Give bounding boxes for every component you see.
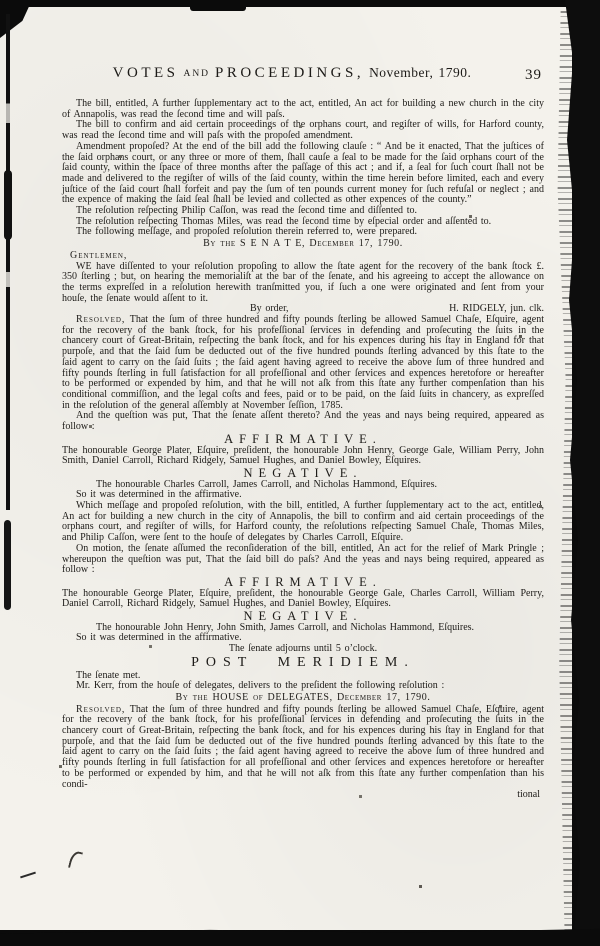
paragraph-lead-word: Resolved, xyxy=(76,703,126,715)
paragraph: The honourable George Plater, Eſquire, preſident, the honourable George Gale, Charles Carroll, William Perry, Daniel Carroll, Richard Ridgely, Samuel Hughes, and Daniel Bowley, Eſquires. xyxy=(62,587,544,610)
paragraph: Resolved, That the ſum of three hundred and fifty pounds ſterling be allowed Samuel Chaſe, Eſquire, agent for the recovery of the bank ſtock, for his profeſſional ſervices in defending and proſecuting the ſuits in the chancery court of Great-Britain, reſpecting the bank ſtock, and for his expences during his ſtay in England for that purpoſe, and that the ſaid ſum be deducted out of the five hundred pounds ſterling advanced by this ſtate to the ſaid agent to carry on the ſaid ſuits ; the ſaid agent having agreed to receive the above ſum of three hundred and fifty pounds ſterling in full ſatisfaction for all profeſſional and other ſervices and expences heretofore or hereafter to be performed or expended by him, and that he will not aſk from this ſtate any further compenſation than his conditional commiſſion, and the legal coſts and fees, paid or to be paid, on the ſaid ſuits in chancery, as expreſſed in the reſolution of the general aſſembly at November ſeſſion, 1785. xyxy=(62,314,544,411)
page-content xyxy=(62,65,544,801)
scan-border-left-streak xyxy=(6,14,10,510)
paragraph: Amendment propoſed? At the end of the bill add the following clauſe : “ And be it enacted, That the juſtices of the ſaid orphans court, or any three or more of them, ſhall cauſe a ſeal to be made for the ſaid orphans court of the ſaid county, within the ſpace of three months after the paſſage of this act ; and if, a ſeal for ſuch court ſhall not be made and delivered to the regiſter of wills of the ſaid county, within the time herein before limited, each and every juſtice of the ſaid court ſhall forfeit and pay the ſum of ten pounds current money for ſuch refuſal or neglect ; and the expence of making the ſaid ſeal ſhall be levied and collected as other expences of the county.” xyxy=(62,140,544,206)
paragraph: So it was determined in the affirmative. xyxy=(76,489,242,501)
paragraph: Mr. Kerr, from the houſe of delegates, delivers to the preſident the following reſolution : xyxy=(76,680,445,692)
paragraph: By the S E N A T E, December 17, 1790. xyxy=(203,238,403,250)
title-word-proceedings: PROCEEDINGS, xyxy=(215,65,365,81)
title-date: November, 1790. xyxy=(369,65,472,80)
scan-border-left-blob xyxy=(4,520,11,610)
scanned-page xyxy=(0,6,572,930)
paragraph: The ſenate adjourns until 5 o’clock. xyxy=(228,643,378,655)
scan-border-top xyxy=(0,0,600,7)
paragraph: The honourable George Plater, Eſquire, preſident, the honourable John Henry, George Gale, William Perry, John Smith, Daniel Carroll, Richard Ridgely, Samuel Hughes, and Daniel Bowley, Eſquires. xyxy=(62,444,544,467)
paragraph: The ſenate met. xyxy=(76,669,141,681)
paragraph: And the queſtion was put, That the ſenate aſſent thereto? And the yeas and nays being required, appeared as follow : xyxy=(62,410,544,433)
paragraph: The bill, entitled, A further ſupplementary act to the act, entitled, An act for building a new church in the city of Annapolis, was read the ſecond time and will paſs. xyxy=(62,98,544,120)
scan-border-left-blob xyxy=(4,170,12,240)
paragraph: AFFIRMATIVE. xyxy=(224,574,382,589)
page-number: 39 xyxy=(525,67,542,83)
paragraph: WE have diſſented to your reſolution propoſing to allow the ſtate agent for the recovery of the bank ſtock £. 350 ſterling ; but, on hearing the memorialiſt at the bar of the ſenate, and his agreeing to accept the allowance on the terms expreſſed in a reſolution herewith tranſmitted you, if ſuch a one were originated and ſent from your houſe, the ſenate would aſſent to it. xyxy=(62,260,544,304)
ink-smudge xyxy=(68,850,83,870)
paragraph: NEGATIVE. xyxy=(243,465,363,480)
paragraph: Which meſſage and propoſed reſolution, with the bill, entitled, A further ſupplementary act to the act, entitled, An act for building a new church in the city of Annapolis, the bill to confirm and aid certain proceedings of the orphans court, and regiſter of wills, for Harford county, the reſolutions reſpecting Samuel Chaſe, Thomas Miles, and Philip Caſſon, were ſent to the houſe of delegates by Charles Carroll, Eſquire. xyxy=(62,500,544,544)
ink-mark xyxy=(20,872,36,879)
clerk-signature: H. RIDGELY, jun. clk. xyxy=(449,303,544,315)
paragraph: By the HOUSE of DELEGATES, December 17, 1790. xyxy=(175,691,431,703)
paragraph: The following meſſage, and propoſed reſolution therein referred to, were prepared. xyxy=(76,226,418,238)
paragraph: Resolved, That the ſum of three hundred and fifty pounds ſterling be allowed Samuel Chaſe, Eſquire, agent for the recovery of the bank ſtock, for his profeſſional ſervices in defending and proſecuting the ſuits in the chancery court of Great-Britain, reſpecting the bank ſtock, and for his expences during his ſtay in England for that purpoſe, and that the ſaid ſum be deducted out of the five hundred pounds ſterling advanced by this ſtate to the ſaid agent to carry on the ſaid ſuits ; the ſaid agent having agreed to receive the above ſum of three hundred and fifty pounds ſterling in full ſatisfaction for all profeſſional and other ſervices and expences heretofore or hereafter to be performed or expended by him, and that he will not aſk from this ſtate any further compenſation than his condi- xyxy=(62,703,544,790)
paragraph: So it was determined in the affirmative. xyxy=(76,632,242,644)
paragraph: The honourable Charles Carroll, James Carroll, and Nicholas Hammond, Eſquires. xyxy=(96,478,437,490)
paragraph: AFFIRMATIVE. xyxy=(224,431,382,446)
paragraph: POST MERIDIEM. xyxy=(191,654,415,670)
paragraph: Gentlemen, xyxy=(70,249,128,261)
paragraph-lead-word: Resolved, xyxy=(76,314,126,326)
paragraph: The reſolution reſpecting Philip Caſſon, was read the ſecond time and diſſented to. xyxy=(76,205,417,217)
page-title xyxy=(100,65,484,81)
page-header xyxy=(62,65,544,90)
by-order-label: By order, xyxy=(249,303,289,315)
paragraph: tional xyxy=(517,789,540,801)
paragraph: NEGATIVE. xyxy=(243,609,363,624)
scan-border-top-blob xyxy=(190,0,246,11)
paragraph: The honourable John Henry, John Smith, James Carroll, and Nicholas Hammond, Eſquires. xyxy=(96,621,475,633)
paragraph: The reſolution reſpecting Thomas Miles, was read the ſecond time by eſpecial order and aſſented to. xyxy=(76,215,492,227)
paragraph: The bill to confirm and aid certain proceedings of the orphans court, and regiſter of wills, for Harford county, was read the ſecond time and will paſs with the propoſed amendment. xyxy=(62,119,544,142)
title-word-votes: VOTES xyxy=(112,65,179,81)
paragraph: On motion, the ſenate aſſumed the reconſideration of the bill, entitled, An act for the relief of Mark Pringle ; whereupon the queſtion was put, That the ſaid bill do paſs? And the yeas and nays being required, appeared as follow : xyxy=(62,542,544,576)
title-word-and: AND xyxy=(183,69,211,79)
page-paragraphs xyxy=(62,99,544,801)
